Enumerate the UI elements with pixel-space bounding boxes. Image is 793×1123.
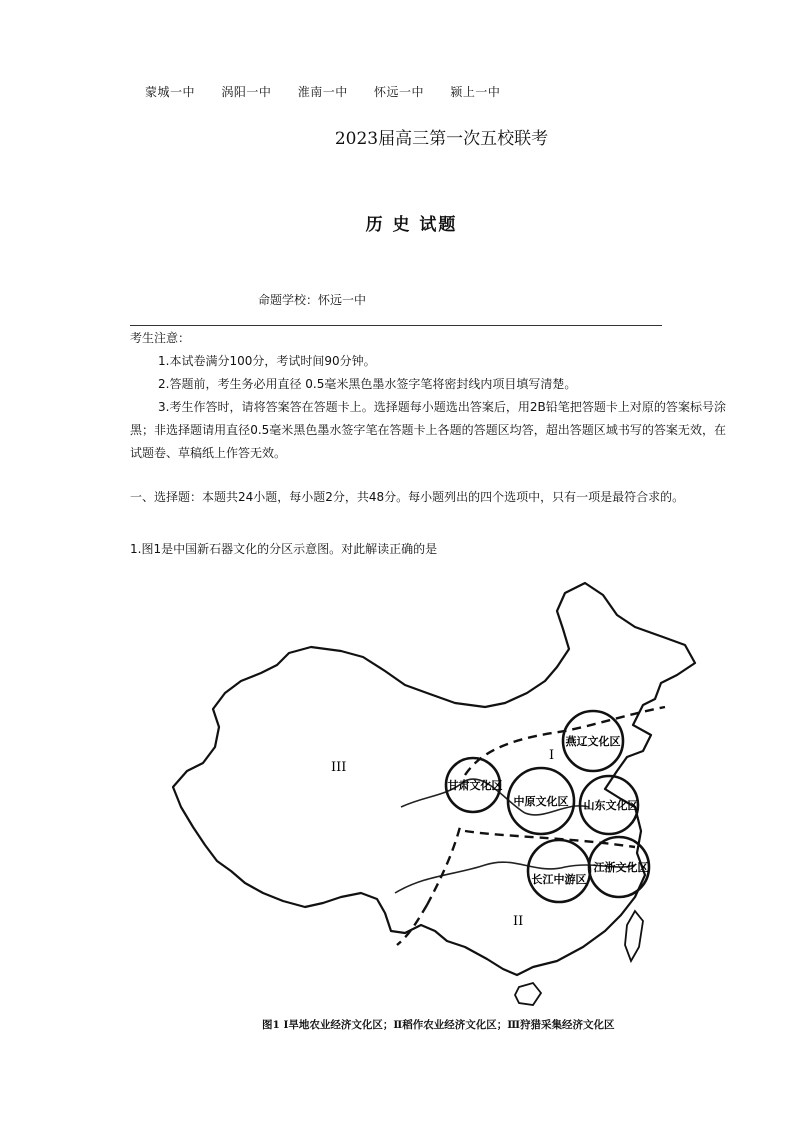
zone-circle <box>528 840 590 902</box>
notice-item: 2.答题前，考生务必用直径 0.5毫米黑色墨水签字笔将密封线内项目填写清楚。 <box>158 377 577 391</box>
school-name: 淮南一中 <box>297 85 348 99</box>
question-stem: 1.图1是中国新石器文化的分区示意图。对此解读正确的是 <box>130 542 438 556</box>
setter-school: 命题学校：怀远一中 <box>258 293 367 307</box>
school-name: 涡阳一中 <box>221 85 272 99</box>
subject-title: 历 史 试题 <box>365 215 458 235</box>
exam-title: 2023届高三第一次五校联考 <box>334 129 549 149</box>
school-name: 颍上一中 <box>450 85 501 99</box>
zone-label: 山东文化区 <box>583 799 639 812</box>
region-label-ii: II <box>513 914 524 929</box>
hainan-island <box>515 983 541 1005</box>
neolithic-culture-map <box>165 575 725 1015</box>
divider <box>130 325 662 326</box>
region-label-iii: III <box>331 760 347 775</box>
zone-label: 长江中游区 <box>531 873 587 886</box>
zone-label: 甘肃文化区 <box>447 779 503 792</box>
zone-label: 中原文化区 <box>513 795 569 808</box>
region-label-i: I <box>549 748 555 763</box>
notice-item: 1.本试卷满分100分，考试时间90分钟。 <box>158 354 376 368</box>
school-name: 蒙城一中 <box>145 85 196 99</box>
notice-list <box>130 350 726 465</box>
notice-title: 考生注意： <box>130 331 191 345</box>
section-heading: 一、选择题：本题共24小题，每小题2分，共48分。每小题列出的四个选项中，只有一项是最符合求的。 <box>130 490 685 504</box>
figure-caption: 图1 Ⅰ旱地农业经济文化区；Ⅱ稻作农业经济文化区；Ⅲ狩猎采集经济文化区 <box>262 1019 615 1031</box>
zone-label: 燕辽文化区 <box>565 735 621 748</box>
school-list <box>145 83 522 100</box>
school-name: 怀远一中 <box>374 85 425 99</box>
notice-item: 3.考生作答时，请将答案答在答题卡上。选择题每小题选出答案后，用2B铅笔把答题卡上对原的答案标号涂黑；非选择题请用直径0.5毫米黑色墨水签字笔在答题卡上各题的答题区均答，超出答题区域书写的答案无效，在试题卷、草稿纸上作答无效。 <box>130 400 726 460</box>
zone-label: 江浙文化区 <box>593 861 649 874</box>
china-outline <box>173 583 695 975</box>
taiwan-island <box>625 911 643 961</box>
